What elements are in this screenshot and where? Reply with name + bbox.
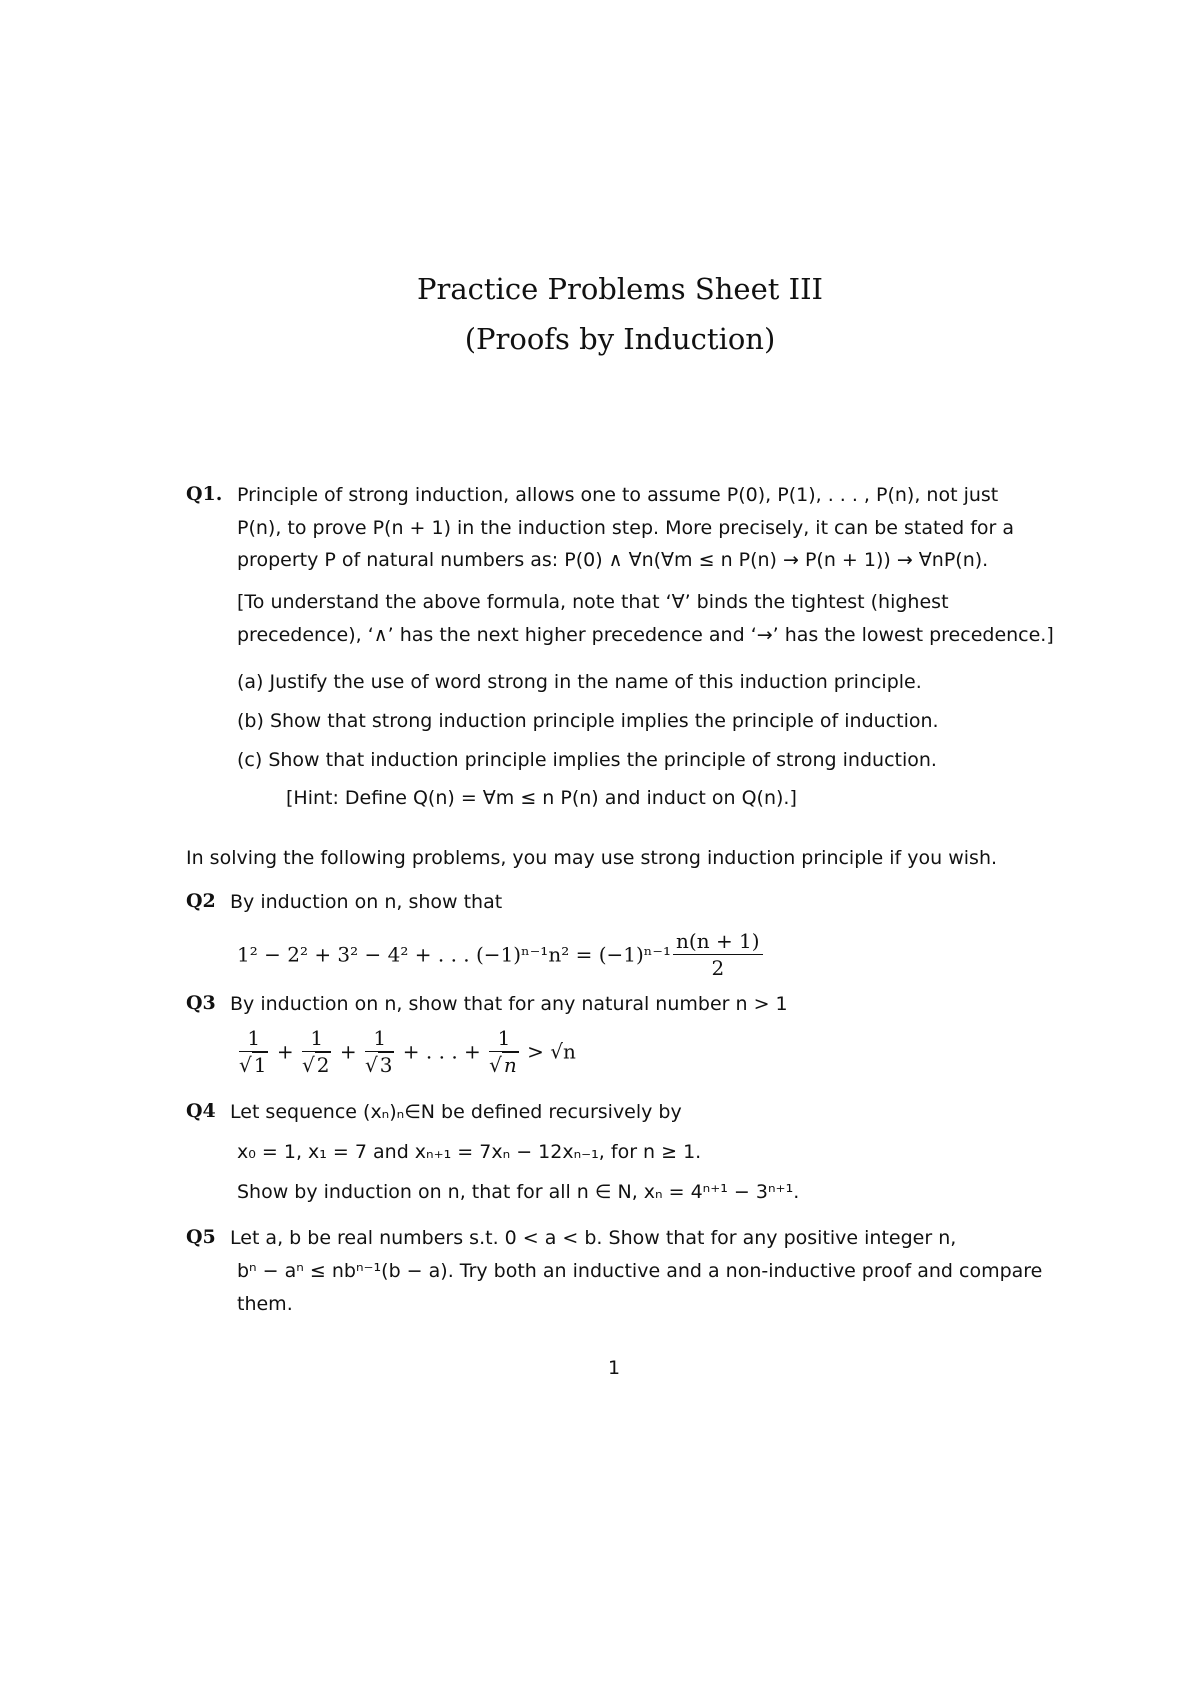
q3-term-n-denominator: √ n xyxy=(489,1053,517,1077)
q1-part-b-label: (b) xyxy=(237,710,264,732)
q3-term-1-denominator: √ 1 xyxy=(239,1053,267,1077)
q2-label: Q2 xyxy=(186,890,216,912)
q3-term-n-numerator: 1 xyxy=(489,1025,519,1052)
q3-term-3-numerator: 1 xyxy=(365,1025,394,1052)
q1-part-c-label: (c) xyxy=(237,749,263,771)
q1-note-line-2: precedence), ‘∧’ has the next higher precedence and ‘→’ has the lowest precedence.] xyxy=(237,624,1054,646)
q5-line-3: them. xyxy=(237,1293,293,1315)
q3-term-1 xyxy=(239,1025,268,1078)
page-title: Practice Problems Sheet III xyxy=(417,272,823,306)
q1-part-c xyxy=(237,744,937,777)
q1-part-a xyxy=(237,666,922,699)
q3-term-1-radicand: 1 xyxy=(253,1053,267,1077)
q4-line-2: x₀ = 1, x₁ = 7 and xₙ₊₁ = 7xₙ − 12xₙ₋₁, for n ≥ 1. xyxy=(237,1141,702,1163)
q1-line-3: property P of natural numbers as: P(0) ∧ ∀n(∀m ≤ n P(n) → P(n + 1)) → ∀nP(n). xyxy=(237,549,989,571)
plus-sign: + xyxy=(339,1039,357,1064)
q5-label: Q5 xyxy=(186,1226,216,1248)
q2-formula-lhs: 1² − 2² + 3² − 4² + . . . (−1)ⁿ⁻¹n² = (−1)ⁿ⁻¹ xyxy=(237,942,672,967)
q2-formula xyxy=(237,928,765,981)
q3-term-2-denominator: √ 2 xyxy=(301,1053,330,1077)
q5-line-1: Let a, b be real numbers s.t. 0 < a < b. Show that for any positive integer n, xyxy=(230,1227,957,1249)
plus-sign: + xyxy=(276,1039,294,1064)
q2-fraction xyxy=(673,928,763,981)
q1-part-a-label: (a) xyxy=(237,671,264,693)
q3-text: By induction on n, show that for any natural number n > 1 xyxy=(230,993,788,1015)
q1-part-b xyxy=(237,705,939,738)
q3-term-n-radicand: n xyxy=(503,1053,517,1077)
q1-part-c-text: Show that induction principle implies the principle of strong induction. xyxy=(268,749,937,771)
q3-term-2-numerator: 1 xyxy=(302,1025,331,1052)
q3-term-3 xyxy=(365,1025,394,1078)
q2-fraction-numerator: n(n + 1) xyxy=(673,928,763,955)
q3-term-2 xyxy=(302,1025,331,1078)
q2-fraction-denominator: 2 xyxy=(711,956,725,980)
q1-part-b-text: Show that strong induction principle implies the principle of induction. xyxy=(269,710,939,732)
q4-label: Q4 xyxy=(186,1100,216,1122)
q1-part-a-text: Justify the use of word strong in the name of this induction principle. xyxy=(269,671,922,693)
q1-label: Q1. xyxy=(186,483,223,505)
q3-term-1-numerator: 1 xyxy=(239,1025,268,1052)
q1-line-2: P(n), to prove P(n + 1) in the induction step. More precisely, it can be stated for a xyxy=(237,517,1015,539)
q1-line-1: Principle of strong induction, allows one to assume P(0), P(1), . . . , P(n), not just xyxy=(237,484,999,506)
q3-label: Q3 xyxy=(186,992,216,1014)
q3-rhs: > √n xyxy=(527,1039,576,1064)
q2-text: By induction on n, show that xyxy=(230,891,503,913)
q3-formula xyxy=(237,1025,576,1078)
q3-term-n xyxy=(489,1025,519,1078)
q1-hint: [Hint: Define Q(n) = ∀m ≤ n P(n) and induct on Q(n).] xyxy=(286,787,797,809)
q5-line-2: bⁿ − aⁿ ≤ nbⁿ⁻¹(b − a). Try both an inductive and a non-inductive proof and compare xyxy=(237,1260,1043,1282)
q3-term-3-radicand: 3 xyxy=(379,1053,393,1077)
q4-text: Let sequence (xₙ)ₙ∈N be defined recursively by xyxy=(230,1101,682,1123)
q3-term-2-radicand: 2 xyxy=(316,1053,330,1077)
page-number: 1 xyxy=(608,1357,621,1379)
q1-note-line-1: [To understand the above formula, note that ‘∀’ binds the tightest (highest xyxy=(237,591,949,613)
intro-text: In solving the following problems, you may use strong induction principle if you wish. xyxy=(186,847,998,869)
page-subtitle: (Proofs by Induction) xyxy=(464,322,776,356)
ellipsis-sum: + . . . + xyxy=(402,1039,481,1064)
q3-term-3-denominator: √ 3 xyxy=(364,1053,393,1077)
q4-line-3: Show by induction on n, that for all n ∈ N, xₙ = 4ⁿ⁺¹ − 3ⁿ⁺¹. xyxy=(237,1181,800,1203)
